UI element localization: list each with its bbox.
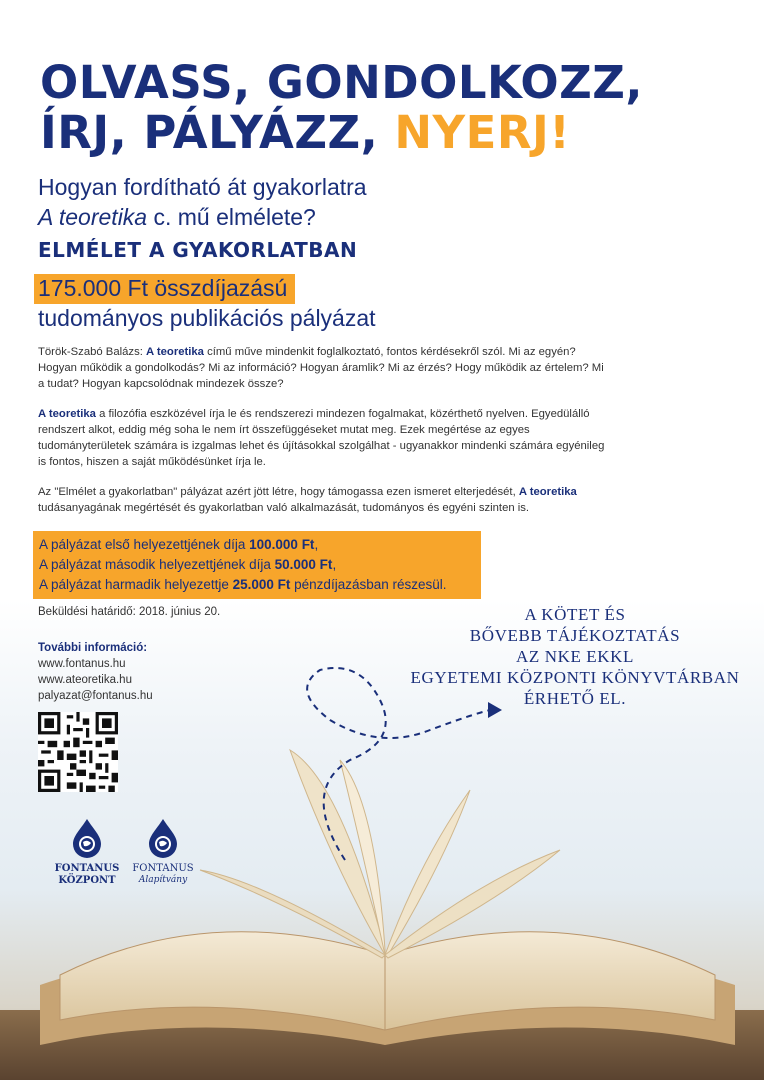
description-text: a filozófia eszközével írja le és rendszerezi mindezen fogalmakat, közérthető nyelven. Egyedülálló rendszert alkot, eddig még soha le nem írt összefüggéseket mutat meg. Ezek megértése az egyes tudományterületek számára is izgalmas lehet és újításokkal szolgálhat - ugyanakkor mindenki számára egyénileg is fontos, hiszen a saját működésünket írja le. xyxy=(38,408,605,468)
deadline-text: Beküldési határidő: 2018. június 20. xyxy=(38,606,221,618)
question-line2: c. mű elmélete? xyxy=(147,204,316,230)
link-fontanus[interactable]: www.fontanus.hu xyxy=(38,658,126,670)
headline-accent: NYERJ! xyxy=(394,106,571,159)
author-name: Török-Szabó Balázs: xyxy=(38,346,146,358)
book-title: A teoretika xyxy=(518,486,577,498)
info-block xyxy=(38,640,153,704)
library-notice xyxy=(400,604,750,709)
intro-text: című műve mindenkit foglalkoztató, fontos kérdésekről szól. Mi az egyén? Hogyan működik a gondolkodás? Mi az információ? Hogyan áramlik? Mi az érzés? Hogy működik az értelem? Mi a tudat? Hogyan kapcsolódnak mindezek össze? xyxy=(38,346,604,390)
purpose-text-1: Az "Elmélet a gyakorlatban" pályázat azért jött létre, hogy támogassa ezen ismeret elterjedését, xyxy=(38,486,519,498)
logo-foundation-line1: FONTANUS xyxy=(132,863,194,874)
library-line: AZ NKE EKKL xyxy=(515,647,635,666)
purpose-text-2: tudásanyagának megértését és gyakorlatban való alkalmazását, tudományos és egyéni szinten is. xyxy=(38,502,530,514)
library-line: EGYETEMI KÖZPONTI KÖNYVTÁRBAN xyxy=(410,668,740,687)
paragraph-purpose xyxy=(38,484,608,516)
publication-line: tudományos publikációs pályázat xyxy=(38,305,376,331)
drop-globe-icon xyxy=(146,818,180,858)
link-ateoretika[interactable]: www.ateoretika.hu xyxy=(38,674,132,686)
logo-center-line2: KÖZPONT xyxy=(58,875,116,886)
paragraph-intro xyxy=(38,344,608,392)
info-heading: További információ: xyxy=(38,642,148,654)
main-headline xyxy=(40,58,643,158)
question-line1: Hogyan fordítható át gyakorlatra xyxy=(38,174,367,200)
email-link[interactable]: palyazat@fontanus.hu xyxy=(38,690,153,702)
question-book-title: A teoretika xyxy=(38,204,148,230)
logo-center-line1: FONTANUS xyxy=(54,863,120,874)
library-line: ÉRHETŐ EL. xyxy=(523,689,627,708)
qr-code[interactable] xyxy=(38,712,118,792)
book-title: A teoretika xyxy=(146,346,204,358)
subtitle: ELMÉLET A GYAKORLATBAN xyxy=(38,238,358,262)
prize-second: A pályázat második helyezettjének díja 50.000 Ft, xyxy=(39,557,337,572)
fontanus-kozpont-logo xyxy=(52,818,122,887)
headline-line1: OLVASS, GONDOLKOZZ, xyxy=(40,56,643,109)
headline-line2: ÍRJ, PÁLYÁZZ, xyxy=(40,106,379,159)
prize-first: A pályázat első helyezettjének díja 100.000 Ft, xyxy=(39,537,319,552)
prize-third: A pályázat harmadik helyezettje 25.000 Ft pénzdíjazásban részesül. xyxy=(39,577,447,592)
fontanus-alapitvany-logo xyxy=(128,818,198,885)
library-line: A KÖTET ÉS xyxy=(524,605,626,624)
paragraph-description xyxy=(38,406,608,470)
question-text xyxy=(38,172,367,232)
logo-foundation-line2: Alapítvány xyxy=(138,875,188,885)
library-line: BŐVEBB TÁJÉKOZTATÁS xyxy=(469,626,681,645)
drop-globe-icon xyxy=(70,818,104,858)
book-title: A teoretika xyxy=(38,408,96,420)
prize-total-highlight: 175.000 Ft összdíjazású xyxy=(34,274,295,304)
prizes-box xyxy=(33,531,481,599)
